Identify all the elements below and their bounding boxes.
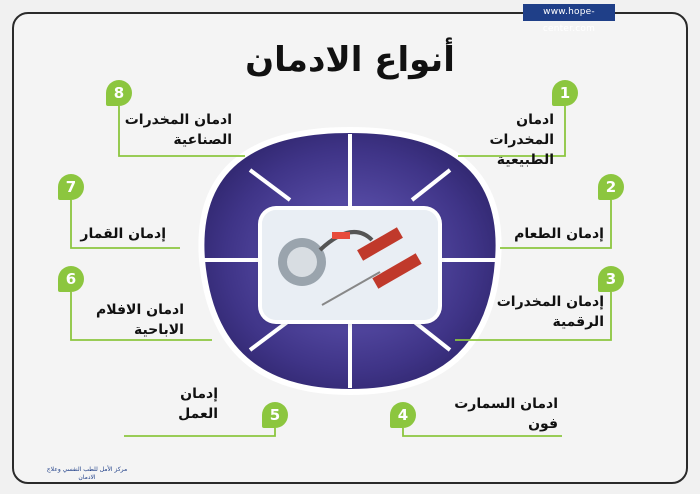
website-badge[interactable]: www.hope-center.com xyxy=(523,4,615,21)
hope-center-logo: مركز الأمل للطب النفسي وعلاج الادمان xyxy=(46,466,128,481)
number-leaf-1: 1 xyxy=(552,80,578,106)
item-label-3: إدمان المخدرات الرقمية xyxy=(496,294,604,330)
number-leaf-4: 4 xyxy=(390,402,416,428)
item-label-2: إدمان الطعام xyxy=(514,226,604,242)
number-leaf-2: 2 xyxy=(598,174,624,200)
item-label-1: ادمان المخدرات الطبيعية xyxy=(489,112,554,168)
number-leaf-6: 6 xyxy=(58,266,84,292)
syringe-stethoscope-image xyxy=(262,210,438,320)
item-label-4: ادمان السمارت فون xyxy=(454,396,558,432)
page-title: أنواع الادمان xyxy=(245,40,455,80)
number-leaf-5: 5 xyxy=(262,402,288,428)
number-leaf-3: 3 xyxy=(598,266,624,292)
item-label-7: إدمان القمار xyxy=(80,226,166,242)
number-leaf-8: 8 xyxy=(106,80,132,106)
item-label-6: ادمان الافلام الاباحية xyxy=(95,302,184,338)
number-leaf-7: 7 xyxy=(58,174,84,200)
item-label-8: ادمان المخدرات الصناعية xyxy=(124,112,232,148)
item-label-5: إدمان العمل xyxy=(178,386,218,422)
